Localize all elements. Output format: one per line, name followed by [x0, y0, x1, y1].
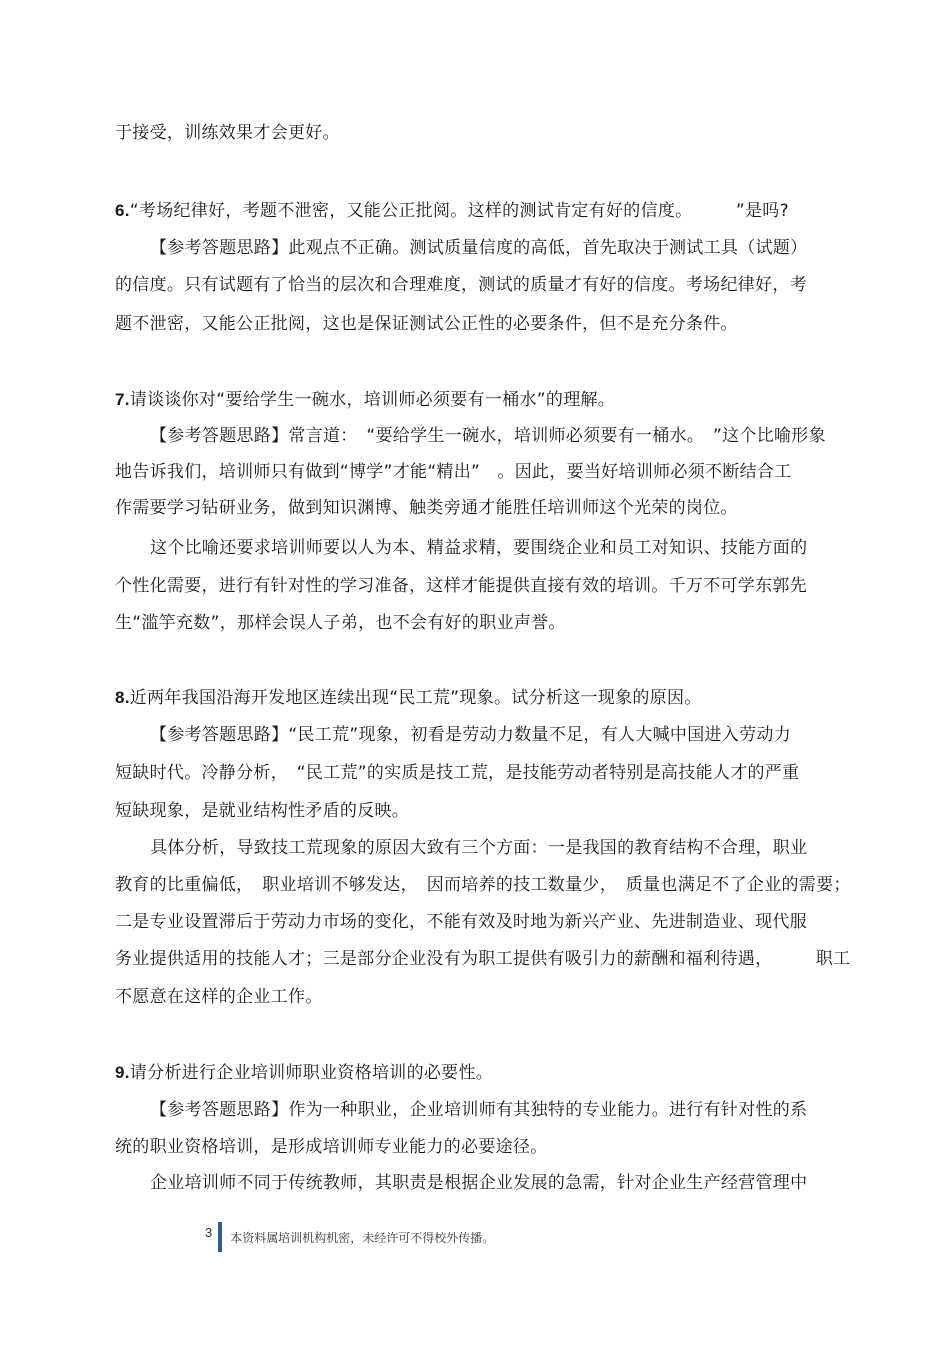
answer-line: 【参考答题思路】此观点不正确。测试质量信度的高低，首先取决于测试工具（试题） [150, 238, 808, 258]
answer-line: 务业提供适用的技能人才；三是部分企业没有为职工提供有吸引力的薪酬和福利待遇， 职工 [115, 949, 851, 969]
question-number: 8. [115, 688, 130, 707]
question-text: 请分析进行企业培训师职业资格培训的必要性。 [129, 1063, 494, 1083]
answer-line: 地告诉我们，培训师只有做到“博学”才能“精出” 。因此，要当好培训师必须不断结合工 [115, 462, 792, 482]
answer-line: 生“滥竽充数”，那样会误人子弟，也不会有好的职业声誉。 [115, 613, 566, 633]
page-footer [205, 1222, 494, 1252]
footer-notice: 本资料属培训机构机密，未经许可不得校外传播。 [230, 1230, 495, 1245]
text-line: 于接受，训练效果才会更好。 [115, 123, 340, 143]
question-8 [115, 687, 702, 709]
answer-line: 【参考答题思路】“民工荒”现象，初看是劳动力数量不足，有人大喊中国进入劳动力 [150, 725, 792, 745]
answer-line: 二是专业设置滞后于劳动力市场的变化，不能有效及时地为新兴产业、先进制造业、现代服 [115, 912, 807, 932]
page-number: 3 [205, 1224, 213, 1240]
question-9 [115, 1062, 493, 1084]
question-7 [115, 389, 615, 411]
question-text: 近两年我国沿海开发地区连续出现“民工荒”现象。试分析这一现象的原因。 [129, 688, 702, 708]
answer-line: 统的职业资格培训，是形成培训师专业能力的必要途径。 [115, 1137, 548, 1157]
answer-line: 个性化需要，进行有针对性的学习准备，这样才能提供直接有效的培训。千万不可学东郭先 [115, 576, 807, 596]
question-number: 6. [115, 201, 130, 220]
question-number: 7. [115, 390, 130, 409]
answer-line: 短缺现象，是就业结构性矛盾的反映。 [115, 801, 410, 821]
answer-line: 短缺时代。冷静分析， “民工荒”的实质是技工荒，是技能劳动者特别是高技能人才的严重 [115, 763, 800, 783]
footer-divider [218, 1222, 222, 1252]
question-text: “考场纪律好，考题不泄密，又能公正批阅。这样的测试肯定有好的信度。 ”是吗? [129, 201, 789, 221]
answer-line: 这个比喻还要求培训师要以人为本、精益求精，要围绕企业和员工对知识、技能方面的 [150, 538, 808, 558]
question-text: 请谈谈你对“要给学生一碗水，培训师必须要有一桶水”的理解。 [129, 390, 616, 410]
question-6 [115, 200, 789, 222]
answer-line: 不愿意在这样的企业工作。 [115, 987, 323, 1007]
answer-line: 企业培训师不同于传统教师，其职责是根据企业发展的急需，针对企业生产经营管理中 [150, 1173, 808, 1193]
answer-line: 具体分析，导致技工荒现象的原因大致有三个方面：一是我国的教育结构不合理，职业 [150, 838, 808, 858]
answer-line: 教育的比重偏低， 职业培训不够发达， 因而培养的技工数量少， 质量也满足不了企业的需要； [115, 875, 851, 895]
answer-line: 题不泄密，又能公正批阅，这也是保证测试公正性的必要条件，但不是充分条件。 [115, 314, 738, 334]
answer-line: 的信度。只有试题有了恰当的层次和合理难度，测试的质量才有好的信度。考场纪律好，考 [115, 275, 807, 295]
answer-line: 【参考答题思路】作为一种职业，企业培训师有其独特的专业能力。进行有针对性的系 [150, 1100, 808, 1120]
question-number: 9. [115, 1063, 130, 1082]
answer-line: 作需要学习钻研业务，做到知识渊博、触类旁通才能胜任培训师这个光荣的岗位。 [115, 498, 738, 518]
answer-line: 【参考答题思路】常言道： “要给学生一碗水，培训师必须要有一桶水。 ”这个比喻形象 [150, 426, 826, 446]
